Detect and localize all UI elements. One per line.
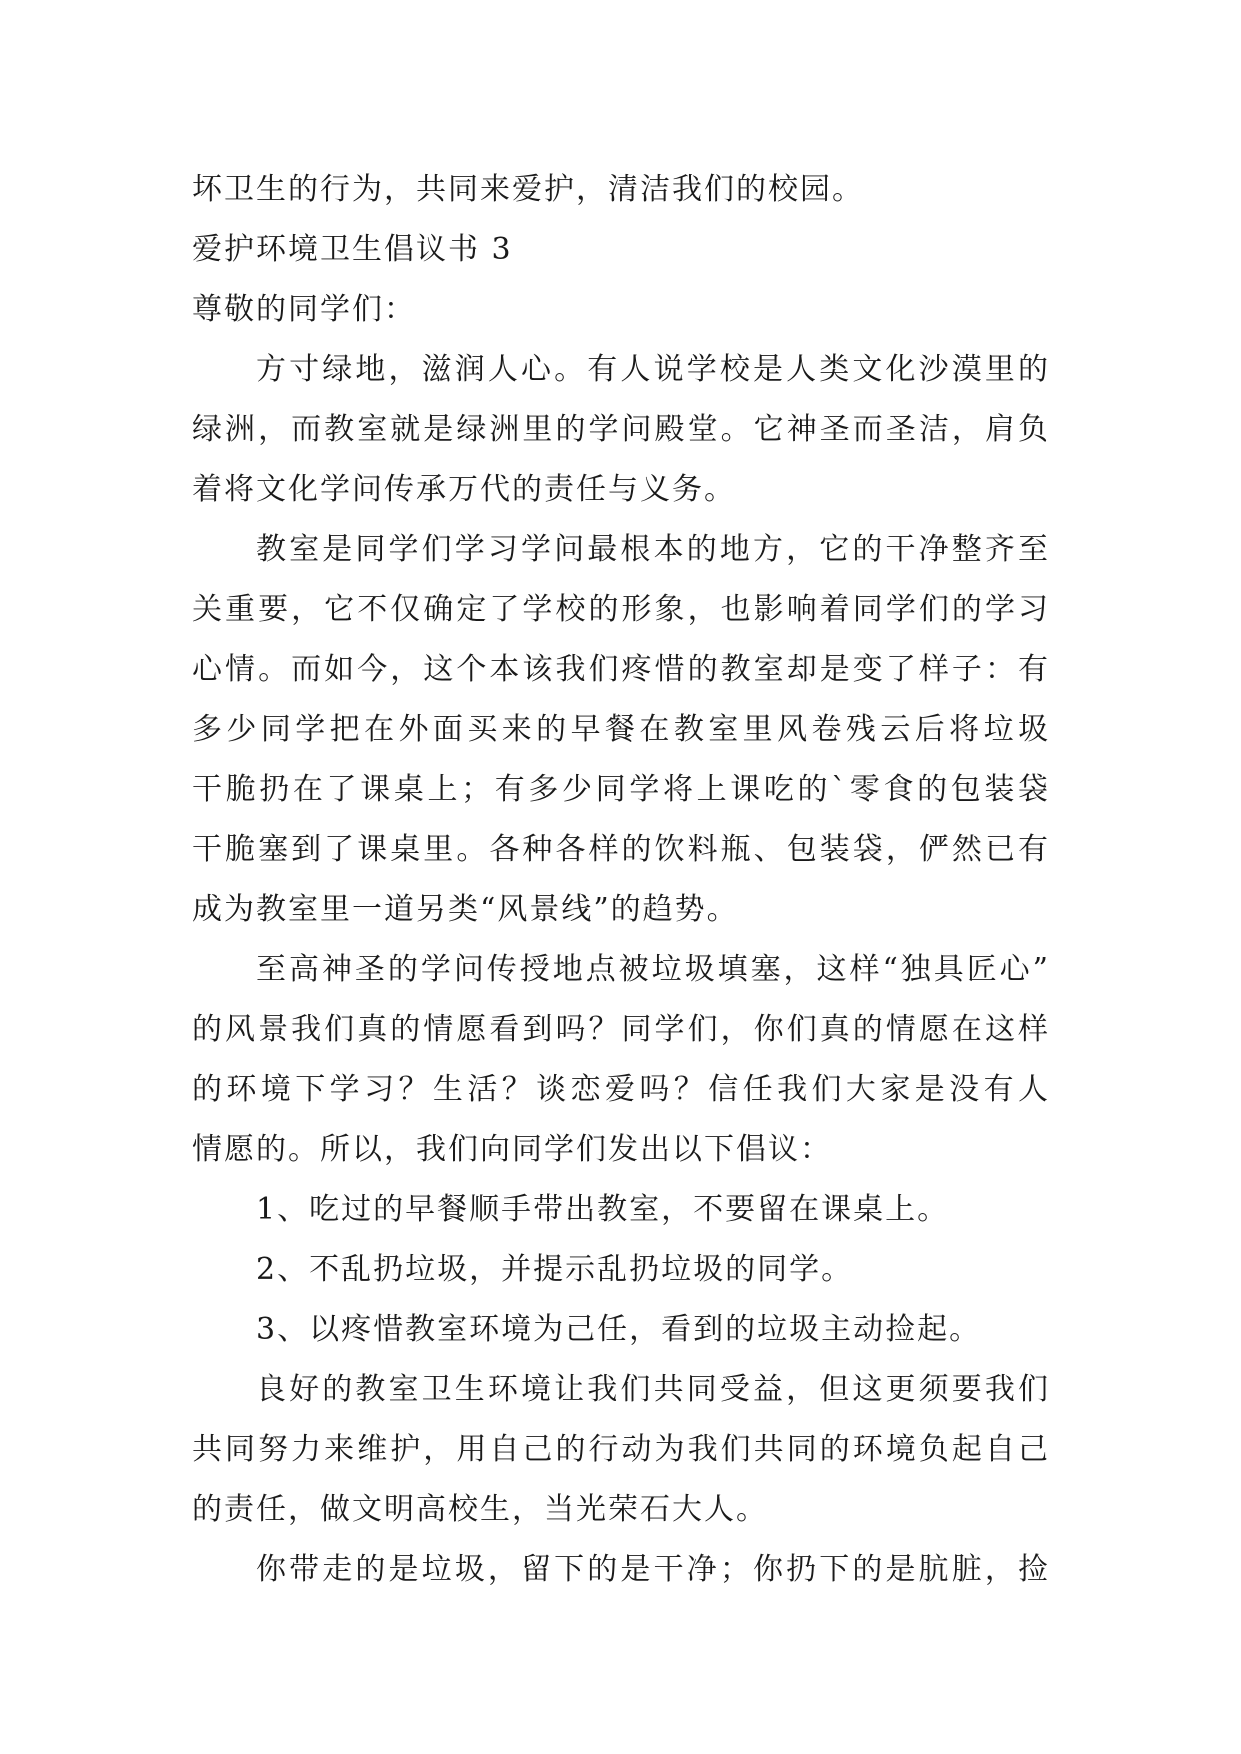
list-item-2: 2、不乱扔垃圾，并提示乱扔垃圾的同学。 — [256, 1252, 854, 1287]
list-item-3: 3、以疼惜教室环境为己任，看到的垃圾主动捡起。 — [256, 1312, 982, 1347]
text-line-13: 成为教室里一道另类“风景线”的趋势。 — [192, 892, 739, 927]
text-line-8: 关重要，它不仅确定了学校的形象，也影响着同学们的学习 — [192, 592, 1050, 627]
text-line-14: 至高神圣的学问传授地点被垃圾填塞，这样“独具匠心” — [256, 952, 1050, 987]
text-line-5: 绿洲，而教室就是绿洲里的学问殿堂。它神圣而圣洁，肩负 — [192, 412, 1050, 447]
text-line-21: 良好的教室卫生环境让我们共同受益，但这更须要我们 — [256, 1372, 1050, 1407]
text-line-16: 的环境下学习？生活？谈恋爱吗？信任我们大家是没有人 — [192, 1072, 1050, 1107]
text-line-6: 着将文化学问传承万代的责任与义务。 — [192, 472, 736, 507]
text-line-7: 教室是同学们学习学问最根本的地方，它的干净整齐至 — [256, 532, 1050, 567]
document-page — [192, 160, 1050, 1600]
text-line-24: 你带走的是垃圾，留下的是干净；你扔下的是肮脏，捡 — [256, 1552, 1050, 1587]
text-line-1: 坏卫生的行为，共同来爱护，清洁我们的校园。 — [192, 172, 864, 207]
salutation: 尊敬的同学们： — [192, 292, 416, 327]
text-line-9: 心情。而如今，这个本该我们疼惜的教室却是变了样子：有 — [192, 652, 1050, 687]
text-line-10: 多少同学把在外面买来的早餐在教室里风卷残云后将垃圾 — [192, 712, 1050, 747]
text-line-22: 共同努力来维护，用自己的行动为我们共同的环境负起自己 — [192, 1432, 1050, 1467]
text-line-4: 方寸绿地，滋润人心。有人说学校是人类文化沙漠里的 — [256, 352, 1050, 387]
text-line-11: 干脆扔在了课桌上；有多少同学将上课吃的`零食的包装袋 — [192, 772, 1050, 807]
text-line-12: 干脆塞到了课桌里。各种各样的饮料瓶、包装袋，俨然已有 — [192, 832, 1050, 867]
section-title: 爱护环境卫生倡议书 3 — [192, 232, 513, 267]
list-item-1: 1、吃过的早餐顺手带出教室，不要留在课桌上。 — [256, 1192, 950, 1227]
text-line-23: 的责任，做文明高校生，当光荣石大人。 — [192, 1492, 768, 1527]
text-line-17: 情愿的。所以，我们向同学们发出以下倡议： — [192, 1132, 832, 1167]
text-line-15: 的风景我们真的情愿看到吗？同学们，你们真的情愿在这样 — [192, 1012, 1050, 1047]
